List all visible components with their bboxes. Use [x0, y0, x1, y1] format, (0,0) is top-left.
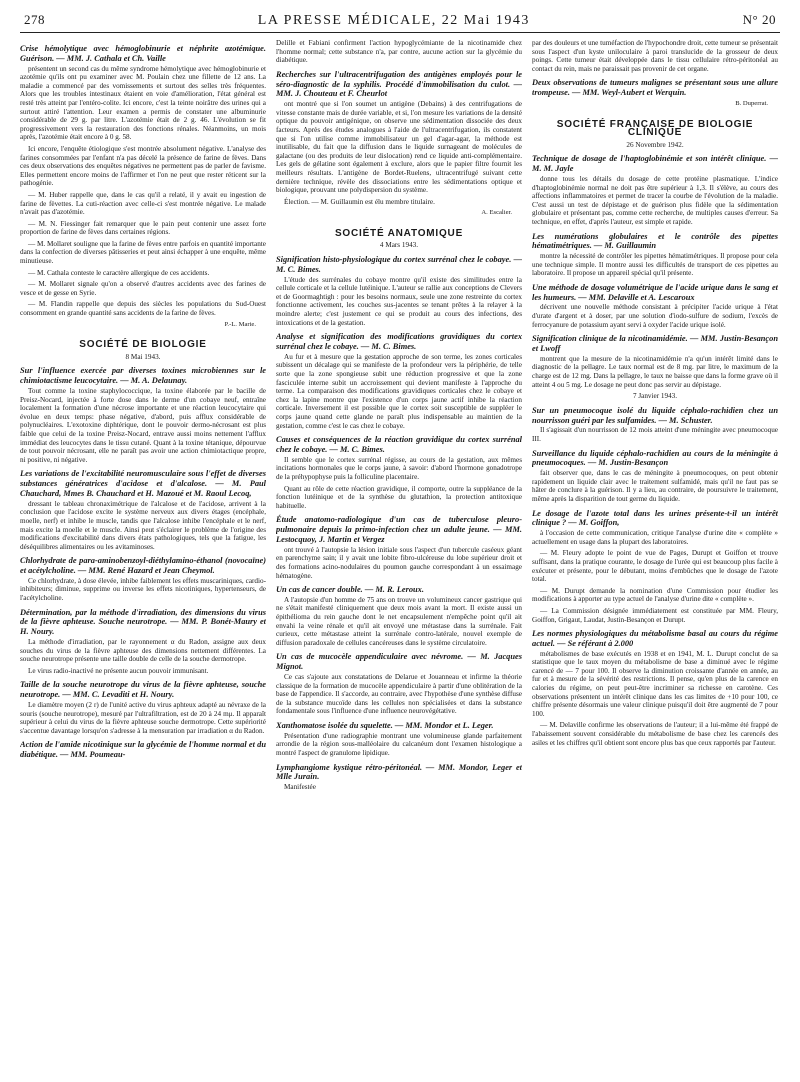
article-title: Les normes physiologiques du métabolisme basal au cours du régime actuel. — Se référant à 2.000: [532, 629, 778, 648]
article-title: Action de l'amide nicotinique sur la glycémie de l'homme normal et du diabétique. — MM. Poumeau-: [20, 740, 266, 760]
paragraph: ont montré que si l'on soumet un antigène (Debains) à des centrifugations de vitesse constante mais de durée variable, et si, l'on mesure les variations de la densité optique du pouvoir antigénique, on observe une sédimentation dissociée des deux facteurs. Après des études analogues à l'aide de l'ultracentrifugation, ils constatent que si l'on utilise comme immobilisateur un gel d'agar-agar, la méthode est inutilisable, du fait que la diffusion dans le liquide surnageant de molécules de galactane (ou des produits de leur dislocation) rend ce liquide anti-complémentaire. Les gels de gélatine sont également à exclure, alors que le papier filtre fournit les meilleurs résultats. L'antigène de Bordet-Ruelens, ultracentrifugé suivant cette dernière technique, révèle des dissociations entre les sédimentations optique et biologique, prouvant une polydispersion du système.: [276, 100, 522, 195]
journal-page: [20, 0, 780, 1060]
paragraph: — M. Mollaret signale qu'on a observé d'autres accidents avec des farines de vesce et de gesse en Syrie.: [20, 280, 266, 297]
paragraph: — M. N. Fiessinger fait remarquer que le pain peut contenir une assez forte proportion de farine de fèves dans certaines régions.: [20, 219, 266, 237]
signature: B. Duperrat.: [735, 99, 768, 107]
article-title: Chlorhydrate de para-aminobenzoyl-diéthylamino-éthanol (novocaïne) et acétylcholine. — MM. René Hazard et Jean Cheymol.: [20, 556, 266, 576]
article-title: Analyse et signification des modifications gravidiques du cortex surrénal chez le cobaye. — M. C. Bimes.: [276, 332, 522, 352]
article-title: Xanthomatose isolée du squelette. — MM. Mondor et L. Leger.: [276, 721, 494, 731]
article-title: Taille de la souche neurotrope du virus de la fièvre aphteuse, souche neurotrope. — MM. C. Levaditi et H. Noury.: [20, 680, 266, 700]
column-middle: [276, 39, 522, 1060]
issue-number: N° 20: [742, 12, 776, 27]
column-right: [532, 39, 778, 1060]
session-date: 8 Mai 1943.: [125, 352, 161, 361]
paragraph: — La Commission désignée immédiatement est constituée par MM. Fleury, Goiffon, Grigaut, Laudat, Justin-Besançon et Durupt.: [532, 606, 778, 624]
paragraph: Ce cas s'ajoute aux constatations de Delarue et Jouanneau et infirme la théorie classique de la formation de mucocèle appendiculaire à partir d'une oblitération de la base de l'appendice. Il s'accorde, au contraire, avec l'hypothèse d'une synthèse diffuse de la substance mucoïde dans les cellules non spécialisées et dans la substance fondamentale sous l'influence d'une influence neurovégétative.: [276, 673, 522, 716]
article-title: Les numérations globulaires et le contrôle des pipettes hématimétriques. — M. Guillaumin: [532, 231, 778, 251]
section-heading: SOCIÉTÉ FRANÇAISE DE BIOLOGIE CLINIQUE: [556, 118, 754, 139]
paragraph: à l'occasion de cette communication, critique l'analyse d'urine dite « complète » actuellement en usage dans la plupart des laboratoires.: [532, 529, 778, 546]
paragraph: métabolismes de base exécutés en 1938 et en 1941, M. L. Durupt conclut de sa statistique que le taux moyen du métabolisme de base a diminué avec le régime carencé de — 7 pour 100. Il observe la diminution croissante d'année en année, au fur et à mesure de la sévérité des restrictions. Il pense, qu'en plus de la carence en calories du régime, on peut peut-être incriminer sa richesse en carotène. Ces observations présentent un intérêt clinique dans les cas limites de +10 pour 100, ce chiffre présente désormais une valeur clinique puisqu'il doit être augmenté de 7 pour 100.: [532, 649, 778, 718]
paragraph: Il s'agissait d'un nourrisson de 12 mois atteint d'une méningite avec pneumocoque III.: [532, 426, 778, 443]
paragraph: Présentation d'une radiographie montrant une volumineuse glande parfaitement arrondie de la région sous-malléolaire du calcanéum dont l'examen histologique a montré l'aspect de granulome lipidique.: [276, 731, 522, 757]
paragraph: A l'autopsie d'un homme de 75 ans on trouve un volumineux cancer gastrique qui ne s'était manifesté cliniquement que deux mois avant la mort. Il existe aussi un épithélioma du rein gauche dont le net encapsulement n'empêche point qu'il ait envahi la veine rénale et qu'il ait envoyé une métastase dans la surrénale. Fait curieux, cette métastase atteint la surrénale contro-latérale, nouvel exemple de diffusion paradoxale de cellules cancéreuses dans le système circulatoire.: [276, 595, 522, 647]
paragraph: Ce chlorhydrate, à dose élevée, inhibe faiblement les effets muscariniques, cardio-inhibiteurs; diminue, supprime ou inverse les effets nicotiniques, hypertenseurs, de l'acétylcholine.: [20, 576, 266, 603]
article-title: Deux observations de tumeurs malignes se présentant sous une allure trompeuse. — MM. Weyl-Aubert et Werquin.: [532, 78, 778, 98]
paragraph: Au fur et à mesure que la gestation approche de son terme, les zones corticales subissent un décalage qui se manifeste de la profondeur vers la périphérie, de telle sorte que la zone spongieuse subit une réduction progressive et que la zone fasciculée interne subit un accroissement qui devient manifeste à l'approche du terme. La comparaison des modifications gravidiques corticales chez le cobaye et chez la lapine montre que l'existence d'un corps jaune actif inhibe la réaction corticale. Inversement il est possible que le cortex soit susceptible de suppléer le corps jaune quand cette glande ne paraît plus indispensable au maintien de la gestation, comme c'est le cas chez le cobaye.: [276, 352, 522, 430]
paragraph: — M. Durupt demande la nomination d'une Commission pour étudier les modifications à apporter au type actuel de l'analyse d'urine dite « complète ».: [532, 586, 778, 604]
article-title: Un cas de cancer double. — M. R. Leroux.: [276, 585, 424, 595]
article-title: Un cas de mucocèle appendiculaire avec névrome. — M. Jacques Mignot.: [276, 652, 522, 672]
paragraph: Ici encore, l'enquête étiologique s'est montrée absolument négative. L'analyse des farines consommées par l'enfant n'a pas décelé la présence de farine de fèves. Dans ces deux observations des enquêtes négatives ne permettent pas de parler de favisme. Elles permettent encore moins de l'affirmer et l'on ne peut que rester réticent sur la pathogénie.: [20, 144, 266, 188]
paragraph: Manifestée: [284, 783, 316, 792]
paragraph: — M. Fleury adopte le point de vue de Pages, Durupt et Goiffon et trouve suffisant, dans la pratique courante, le dosage de l'urée qui est beaucoup plus facile à exécuter et présente, pour le débutant, moins d'embûches que le dosage de l'azote total.: [532, 549, 778, 584]
paragraph: — M. Delaville confirme les observations de l'auteur; il a lui-même été frappé de l'abaissement souvent considérable du métabolisme de base chez les carencés des asiles et les chiffres qu'il obtient sont encore plus bas que ceux rapportés par l'auteur.: [532, 721, 778, 747]
paragraph: — M. Mollaret souligne que la farine de fèves entre parfois en quantité importante dans la confection de diverses pâtisseries et peut ainsi échapper à une enquête, même minutieuse.: [20, 239, 266, 266]
paragraph: montre la nécessité de contrôler les pipettes hématimétriques. Il propose pour cela une technique simple. Il montre aussi les difficultés de transport de ces pipettes au laboratoire. Il propose un appareil spécial qu'il présente.: [532, 252, 778, 278]
paragraph: La méthode d'irradiation, par le rayonnement α du Radon, assigne aux deux souches du virus de la fièvre aphteuse des dimensions nettement différentes. La souche neurotrope présente une taille double de celle de la souche dermotrope.: [20, 638, 266, 664]
section-heading: SOCIÉTÉ ANATOMIQUE: [334, 227, 464, 239]
session-date: 4 Mars 1943.: [379, 241, 419, 250]
article-title: Surveillance du liquide céphalo-rachidien au cours de la méningite à pneumocoques. — M. Justin-Besançon: [532, 448, 778, 468]
paragraph: montrent que la mesure de la nicotinamidémie n'a qu'un intérêt limité dans le diagnostic de la pellagre. Le taux normal est de 8 mg. par litre, le maximum de la charge est de 12 mg. Dans la pellagre, le taux ne baisse que dans la forme grave où il atteint 4 ou 5 mg. Le dosage ne peut donc pas servir au dépistage.: [532, 354, 778, 389]
paragraph: — M. Cathala conteste le caractère allergique de ces accidents.: [28, 268, 210, 277]
article-title: Signification histo-physiologique du cortex surrénal chez le cobaye. — M. C. Bimes.: [276, 255, 522, 274]
paragraph: décrivent une nouvelle méthode consistant à précipiter l'acide urique à l'état d'urate d'argent et à doser, par une solution d'iodo-sulfure de sodium, l'excès de ferrocyanure de potassium ayant servi à oxyder l'acide urique isolé.: [532, 303, 778, 329]
paragraph: donne tous les détails du dosage de cette protéine plasmatique. L'indice d'haptoglobinémie normal ne doit pas être supérieur à 1,3. Il s'élève, au cours des affections inflammatoires et permet de tracer la courbe de l'évolution de la maladie. C'est aussi un test de dépistage et de guérison plus fidèle que la sédimentation globulaire et présentant pas, comme cette recherche, de multiples causes d'erreur. Sa technique, en effet, d'après l'auteur, est simple et rapide.: [532, 174, 778, 226]
paragraph: Élection. — M. Guillaumin est élu membre titulaire.: [284, 197, 435, 206]
signature: P.-L. Marie.: [224, 320, 256, 328]
article-title: Sur l'influence exercée par diverses toxines microbiennes sur le chimiotactisme leucocytaire. — M. A. Delaunay.: [20, 366, 266, 386]
paragraph: L'étude des surrénales du cobaye montre qu'il existe des similitudes entre la cellule corticale et la cellule lutéinique. L'auteur se rallie aux conceptions de Clevers et de Goormaghtigh : pour les besoins normaux, seule une zone restreinte du cortex fonctionne activement, les couches sus-jacentes se tenant prêtes à la relayer à la moindre alerte; c'est justement ce qui se produit au cours des infections, des intoxications et de la gestation.: [276, 275, 522, 327]
signature: A. Escalier.: [481, 209, 512, 217]
article-title: Détermination, par la méthode d'irradiation, des dimensions du virus de la fièvre aphteuse. Souche neurotrope. — MM. P. Bonét-Maury et H. Noury.: [20, 607, 266, 637]
journal-title: LA PRESSE MÉDICALE, 22 Mai 1943: [257, 13, 530, 28]
paragraph: Le virus radio-inactivé ne présente aucun pouvoir immunisant.: [28, 666, 209, 675]
article-title: Sur un pneumocoque isolé du liquide céphalo-rachidien chez un nourrisson guéri par les sulfamides. — M. Schuster.: [532, 405, 778, 425]
article-title: Le dosage de l'azote total dans les urines présente-t-il un intérêt clinique ? — M. Goiffon,: [532, 508, 778, 528]
paragraph: Il semble que le cortex surrénal régisse, au cours de la gestation, aux mêmes incitations hormonales que le corps jaune, à savoir: d'abord l'hormone gonadotrope de la préhypophyse puis la folliculine placentaire.: [276, 455, 522, 481]
paragraph: — M. Flandin rappelle que depuis des siècles les populations du Sud-Ouest consomment en grande quantité sans accidents de la farine de fèves.: [20, 300, 266, 318]
article-columns: [20, 39, 780, 1060]
paragraph: Le diamètre moyen (2 r) de l'unité active du virus aphteux adapté au névraxe de la souris (souche neurotrope), mesuré par l'ultrafiltration, est de 20 à 24 mμ. Il apparaît supérieur à celui du virus de la fièvre aphteuse souche dermotrope. Cette supériorité s'accentue davantage lorsqu'on s'adresse à la mensuration par irradiation α du Radon.: [20, 701, 266, 735]
session-date: 7 Janvier 1943.: [632, 392, 678, 401]
paragraph: Tout comme la toxine staphylococcique, la toxine élaborée par le bacille de Preisz-Nocard, injectée à forte dose dans le derme d'un cobaye neuf, entraîne localement la formation d'une nécrose importante et une réaction leucocytaire qui évolue en deux temps: phase négative, d'abord, puis afflux considérable de polynucléaires. L'exotoxine diphtérique, dont le pouvoir dermo-nécrosant est plus faible que celui de la toxine Preisz-Nocard, entrave aussi moins nettement l'afflux immédiat des leucocytes dans le tissu cutané. Quant à la toxine tétanique, dépourvue de tout pouvoir nécrosant, elle ne paraît pas avoir une action chimiotactique propre, ni positive, ni négative.: [20, 387, 266, 464]
paragraph: — M. Huber rappelle que, dans le cas qu'il a relaté, il y avait eu ingestion de farine de fèvettes. La cuti-réaction avec celle-ci s'est montrée négative. Le malade n'avait pas d'azotémie.: [20, 190, 266, 217]
article-title: Signification clinique de la nicotinamidémie. — MM. Justin-Besançon et Lwoff: [532, 334, 778, 354]
paragraph: dressant le tableau chronaximétrique de l'alcalose et de l'acidose, arrivent à la conclusion que l'acidose excite le système nerveux aux divers étages (encéphale, moelle, nerf) et inhibe le muscle, tandis que l'alcalose inhibe l'encéphale et le nerf, mais excite la moelle et le muscle. Ainsi peut s'éclairer le problème de l'origine des modifications d'excitabilité dans divers états pathologiques, tels que la fatigue, les déséquilibres alimentaires ou les avitaminoses.: [20, 499, 266, 551]
article-title: Causes et conséquences de la réaction gravidique du cortex surrénal chez le cobaye. — M. C. Bimes.: [276, 435, 522, 454]
column-left: [20, 39, 266, 1060]
paragraph: par des douleurs et une tuméfaction de l'hypochondre droit, cette tumeur se présentait sous l'aspect d'un kyste uniloculaire à paroi translucide de la grosseur de deux poings. Cette tumeur était développée dans le tissu cellulaire rétro-péritonéal au contact du rein, mais ne paraissait pas provenir de cet organe.: [532, 39, 778, 73]
article-title: Étude anatomo-radiologique d'un cas de tuberculose pleuro-pulmonaire depuis la primo-infection chez un adulte jeune. — MM. Lestocquoy, J. Martin et Vergez: [276, 515, 522, 544]
article-title: Recherches sur l'ultracentrifugation des antigènes employés pour le séro-diagnostic de la syphilis. Procédé d'immobilisation du culot. — MM. J. Chouteau et F. Cheurlot: [276, 69, 522, 99]
article-title: Crise hémolytique avec hémoglobinurie et néphrite azotémique. Guérison. — MM. J. Cathala et Ch. Vaille: [20, 44, 266, 63]
article-title: Les variations de l'excitabilité neuromusculaire sous l'effet de diverses substances génératrices d'acidose et d'alcalose. — M. Paul Chauchard, Mmes B. Chauchard et H. Mazoué et M. Raoul Lecoq,: [20, 469, 266, 498]
page-number: 278: [24, 12, 45, 27]
session-date: 26 Novembre 1942.: [626, 140, 684, 149]
section-heading: SOCIÉTÉ DE BIOLOGIE: [79, 339, 207, 351]
page-header: [20, 12, 780, 33]
article-title: Une méthode de dosage volumétrique de l'acide urique dans le sang et les humeurs. — MM. Delaville et A. Lescaroux: [532, 282, 778, 302]
article-title: Lymphangiome kystique rétro-péritonéal. — MM. Mondor, Leger et Mlle Jurain.: [276, 762, 522, 782]
article-title: Technique de dosage de l'haptoglobinémie et son intérêt clinique. — M. M. Jayle: [532, 154, 778, 174]
paragraph: Delille et Fabiani confirment l'action hypoglycémiante de la nicotinamide chez l'homme normal; cette substance n'a, par contre, aucune action sur la glycémie du diabétique.: [276, 39, 522, 65]
paragraph: Quant au rôle de cette réaction gravidique, il comporte, outre la suppléance de la fonction lutéinique et de la synthèse du glutathion, la protection antitoxique habituelle.: [276, 484, 522, 510]
paragraph: fait observer que, dans le cas de méningite à pneumocoques, on peut obtenir rapidement un liquide clair avec le traitement sulfamidé, mais qu'il ne faut pas se hâter de conclure à la guérison. Il y a lieu, au contraire, de poursuivre le traitement, même après la disparition de tout germe du liquide.: [532, 469, 778, 503]
paragraph: ont trouvé à l'autopsie la lésion initiale sous l'aspect d'un tubercule caséeux géant en parenchyme sain; il y avait une lobite fibro-ulcéreuse du lobe supérieur droit et des formations acino-nodulaires du poumon gauche correspondant à un essaimage hématogène.: [276, 545, 522, 580]
paragraph: présentent un second cas du même syndrome hémolytique avec hémoglobinurie et azotémie qu'ils ont pu examiner avec M. Poulain chez une fillette de 12 ans. La maladie a commencé par des vomissements et surtout des selles très fréquentes. Alors que les troubles intestinaux étaient en voie d'amélioration, l'état général est resté très atteint par l'entéro-colite. Ici encore, c'est la teinte noirâtre des urines qui a surtout attiré l'attention. Leur examen a permis de constater une albuminurie considérable de 29 g. par litre. L'azotémie était de 2 g. 46. L'évolution se fit progressivement vers la restauration des fonctions rénales. Néanmoins, un mois après, l'azotémie était encore à 0 g. 58.: [20, 64, 266, 142]
